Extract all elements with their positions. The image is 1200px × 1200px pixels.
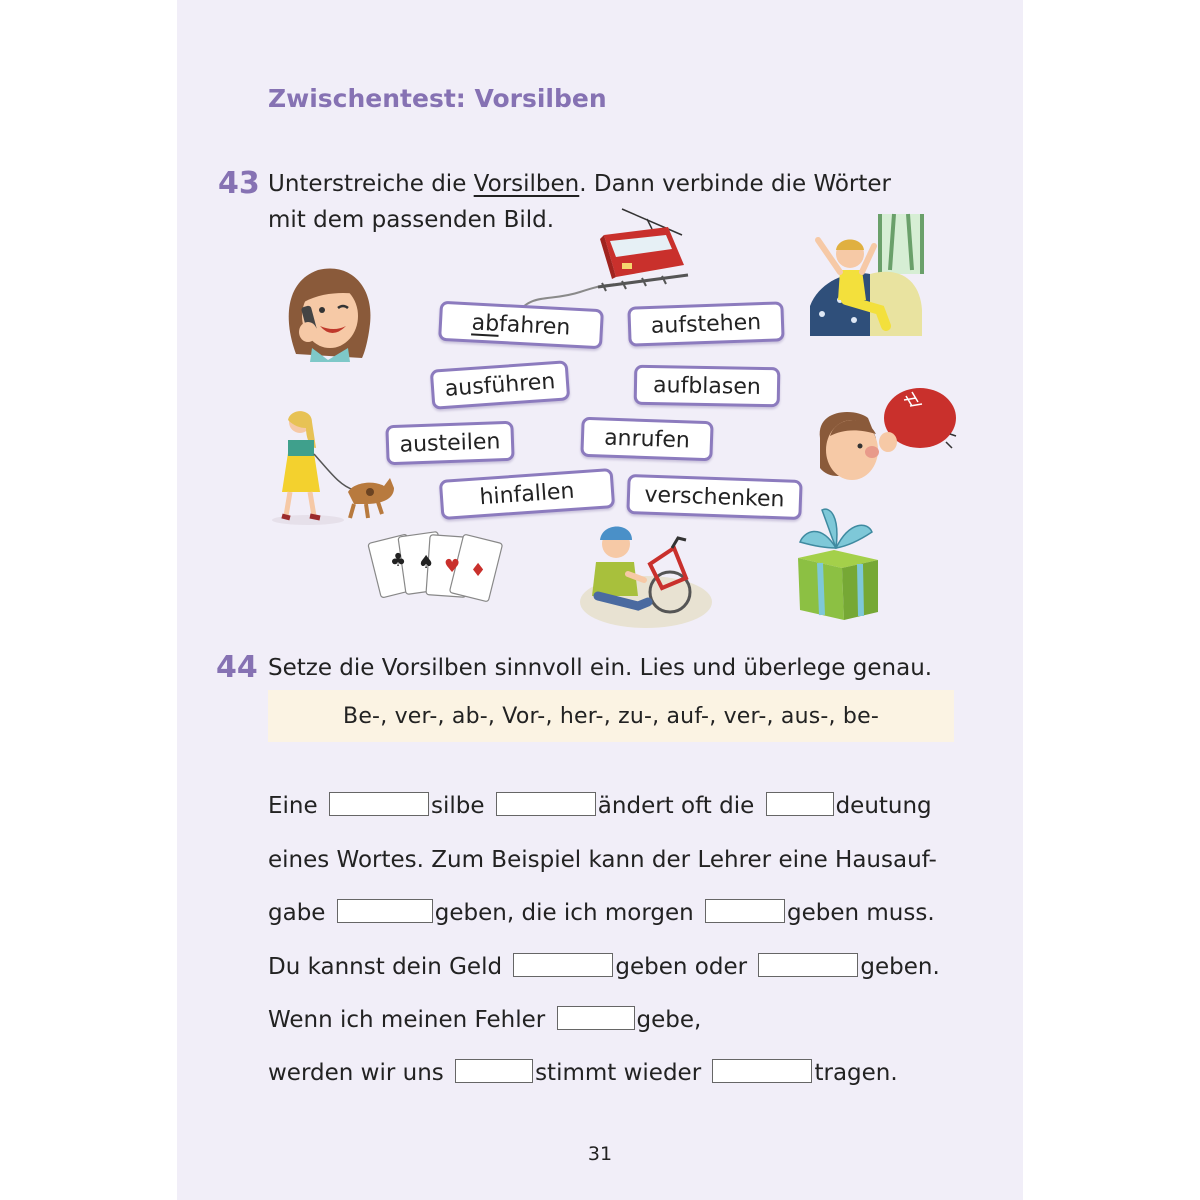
cloze-line-2: eines Wortes. Zum Beispiel kann der Lehrer eine Hausauf- [268,847,937,873]
word-box-austeilen[interactable]: austeilen [385,421,514,465]
word-box-aufblasen[interactable]: aufblasen [634,365,781,408]
task-44-instruction: Setze die Vorsilben sinnvoll ein. Lies und überlege genau. [268,655,933,681]
fill-in-blank[interactable] [766,792,834,816]
cloze-text: werden wir uns [268,1060,452,1086]
fill-in-blank[interactable] [455,1059,533,1083]
cloze-line-1 [268,788,932,824]
cloze-text: ändert oft die [597,793,762,819]
gift-icon [790,502,882,622]
cloze-text: geben oder [615,954,755,980]
balloon-blowing-icon [816,378,958,488]
underlined-word: Vorsilben [473,171,580,197]
fallen-cyclist-icon [578,518,714,630]
instruction-part: Unterstreiche die [268,171,474,197]
word-box-anrufen[interactable]: anrufen [580,417,713,462]
cloze-text: stimmt wieder [535,1060,709,1086]
cloze-line-6 [268,1055,898,1091]
fill-in-blank[interactable] [557,1006,635,1030]
task-number-44: 44 [216,650,258,685]
cloze-text: geben muss. [787,900,935,926]
word-box-abfahren[interactable] [438,301,604,350]
instruction-part: . Dann verbinde die Wörter [579,171,891,197]
word-box-hinfallen[interactable]: hinfallen [439,468,615,520]
cloze-text: geben. [860,954,940,980]
train-icon [592,205,692,297]
cloze-line-5 [268,1002,701,1038]
cloze-text: Eine [268,793,325,819]
page-title: Zwischentest: Vorsilben [268,84,607,113]
page-number: 31 [587,1143,613,1165]
svg-text:♥: ♥ [444,556,461,577]
woman-phone-icon [278,262,378,362]
svg-text:♣: ♣ [390,550,407,571]
cloze-text: Wenn ich meinen Fehler [268,1007,553,1033]
fill-in-blank[interactable] [758,953,858,977]
cloze-line-3 [268,895,935,931]
cloze-text: tragen. [814,1060,898,1086]
fill-in-blank[interactable] [337,899,433,923]
fill-in-blank[interactable] [705,899,785,923]
fill-in-blank[interactable] [513,953,613,977]
fill-in-blank[interactable] [329,792,429,816]
cloze-text: gebe, [636,1007,702,1033]
cloze-text: silbe [430,793,492,819]
word-box-verschenken[interactable]: verschenken [626,474,802,520]
cloze-text: deutung [835,793,932,819]
svg-text:♦: ♦ [470,560,487,581]
syllable-list: Be-, ver-, ab-, Vor-, her-, zu-, auf-, ver-, aus-, be- [268,690,954,742]
girl-walking-dog-icon [270,408,398,526]
fill-in-blank[interactable] [712,1059,812,1083]
word-prefix: ab [471,309,500,337]
task-number-43: 43 [218,166,260,201]
fill-in-blank[interactable] [496,792,596,816]
cloze-text: gabe [268,900,333,926]
child-getting-up-icon [810,210,928,336]
word-box-ausfuehren[interactable]: ausführen [430,360,570,410]
cloze-text: Du kannst dein Geld [268,954,510,980]
cloze-text: geben, die ich morgen [434,900,702,926]
svg-text:♠: ♠ [418,552,435,573]
word-rest: fahren [498,311,571,341]
playing-cards-icon [366,524,512,610]
task-43-instruction-line1 [268,166,891,202]
task-43-instruction-line2: mit dem passenden Bild. [268,207,555,233]
cloze-line-4 [268,949,940,985]
word-box-aufstehen[interactable]: aufstehen [627,301,784,346]
